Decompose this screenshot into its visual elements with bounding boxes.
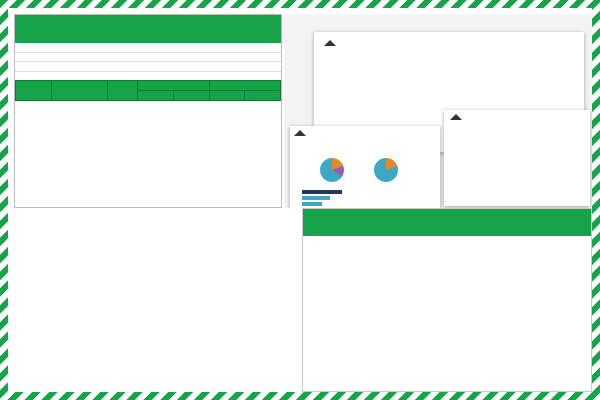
house-icon [324,40,336,46]
watermark-text [15,72,281,80]
summary-pies [290,126,440,208]
house-builder-logo [324,40,339,46]
house-builder-logo-3 [450,114,462,120]
quantity-header [108,80,138,100]
labor-total-header [245,90,281,100]
bar-chart [14,214,304,374]
summary-bar [302,196,330,200]
labor-cost-header [209,80,281,90]
summary-bar [302,190,342,194]
construction-budget-chart-panel [14,212,304,386]
watermark-text-2 [303,239,591,248]
labor-avg-rate-header [209,90,245,100]
material-unit-header [138,90,174,100]
client-row [15,53,281,63]
purchase-row [15,62,281,72]
summary-bar [302,202,322,206]
collage-canvas [8,8,592,392]
material-cost-header [138,80,210,90]
budget-summary-charts-sheet [290,126,440,208]
construction-budget-panel [14,14,282,208]
home-budget-title [303,209,591,236]
house-icon [450,114,462,120]
sr-no-header [16,80,52,100]
contractor-row [15,43,281,53]
construction-budget-table [15,80,281,101]
item-header [52,80,108,100]
expense-log-sheet [444,110,590,206]
home-construction-budget-panel [302,208,592,392]
running-totals [504,52,582,58]
material-total-header [173,90,209,100]
excelide-screenshots-panel [284,14,592,208]
construction-budget-title [15,15,281,43]
